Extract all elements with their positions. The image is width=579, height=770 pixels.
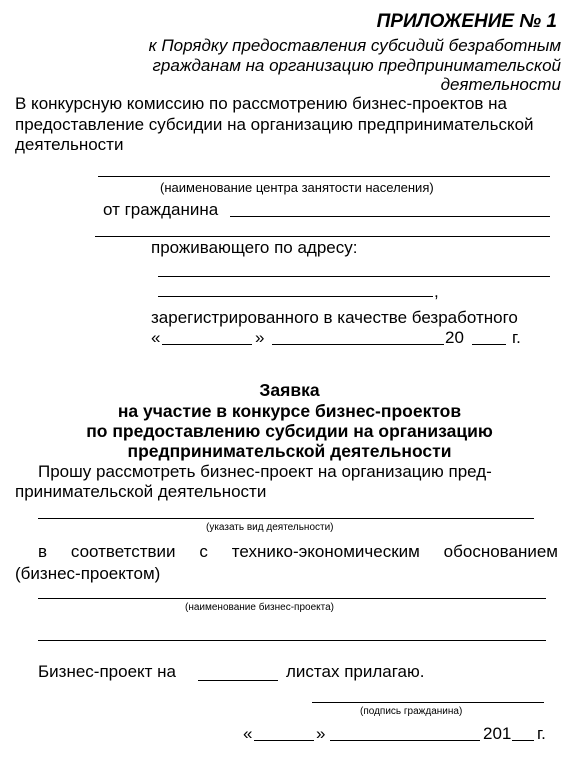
reg-date-close-quote: » (255, 328, 265, 347)
app-month-line[interactable] (330, 740, 480, 741)
application-title: Заявка (259, 380, 320, 400)
address-comma: , (434, 282, 439, 301)
request-line-1: Прошу рассмотреть бизнес-проект на организацию пред- (38, 462, 492, 481)
from-citizen-label: от гражданина (103, 200, 219, 219)
activity-line[interactable] (38, 518, 534, 519)
center-name-caption: (наименование центра занятости населения) (160, 180, 434, 195)
app-year-line[interactable] (512, 740, 534, 741)
appendix-subtitle-line-1: к Порядку предоставления субсидий безработным (148, 36, 561, 55)
reg-day-line[interactable] (162, 344, 252, 345)
signature-line[interactable] (312, 702, 544, 703)
address-line-2[interactable] (158, 296, 433, 297)
sheets-count-line[interactable] (198, 680, 278, 681)
registered-label: зарегистрированного в качестве безработного (151, 308, 518, 327)
app-date-close-quote: » (316, 724, 326, 743)
according-to-text: в соответствии с технико-экономическим обоснованием (38, 542, 558, 561)
application-subtitle-line-1: на участие в конкурсе бизнес-проектов (117, 401, 462, 421)
project-name-line-2[interactable] (38, 640, 546, 641)
application-subtitle-line-3: предпринимательской деятельности (127, 441, 452, 461)
attached-suffix: листах прилагаю. (286, 662, 425, 681)
app-day-line[interactable] (254, 740, 314, 741)
address-line-1[interactable] (158, 276, 550, 277)
commission-line-3: деятельности (15, 135, 124, 154)
app-date-open-quote: « (243, 724, 253, 743)
citizen-name-line-2[interactable] (95, 236, 550, 237)
reg-year-line[interactable] (472, 344, 506, 345)
activity-caption: (указать вид деятельности) (206, 522, 334, 533)
project-name-line[interactable] (38, 598, 546, 599)
citizen-name-line[interactable] (230, 216, 550, 217)
appendix-subtitle-line-2: гражданам на организацию предпринимательской (152, 56, 561, 75)
appendix-subtitle-line-3: деятельности (440, 75, 561, 94)
reg-date-open-quote: « (151, 328, 161, 347)
request-line-2: принимательской деятельности (15, 482, 267, 501)
project-name-caption: (наименование бизнес-проекта) (185, 602, 334, 613)
appendix-title: ПРИЛОЖЕНИЕ № 1 (376, 11, 557, 32)
business-project-text: (бизнес-проектом) (15, 564, 161, 583)
center-name-line[interactable] (98, 176, 550, 177)
attached-prefix: Бизнес-проект на (38, 662, 177, 681)
app-year-prefix: 201 (483, 724, 512, 743)
reg-month-line[interactable] (272, 344, 444, 345)
reg-year-suffix: г. (512, 328, 521, 347)
signature-caption: (подпись гражданина) (360, 706, 463, 717)
app-year-suffix: г. (537, 724, 546, 743)
application-subtitle-line-2: по предоставлению субсидии на организацию (86, 421, 493, 441)
reg-year-prefix: 20 (445, 328, 464, 347)
commission-line-2: предоставление субсидии на организацию предпринимательской (15, 115, 534, 134)
commission-line-1: В конкурсную комиссию по рассмотрению бизнес-проектов на (15, 94, 508, 113)
residing-label: проживающего по адресу: (151, 238, 358, 257)
